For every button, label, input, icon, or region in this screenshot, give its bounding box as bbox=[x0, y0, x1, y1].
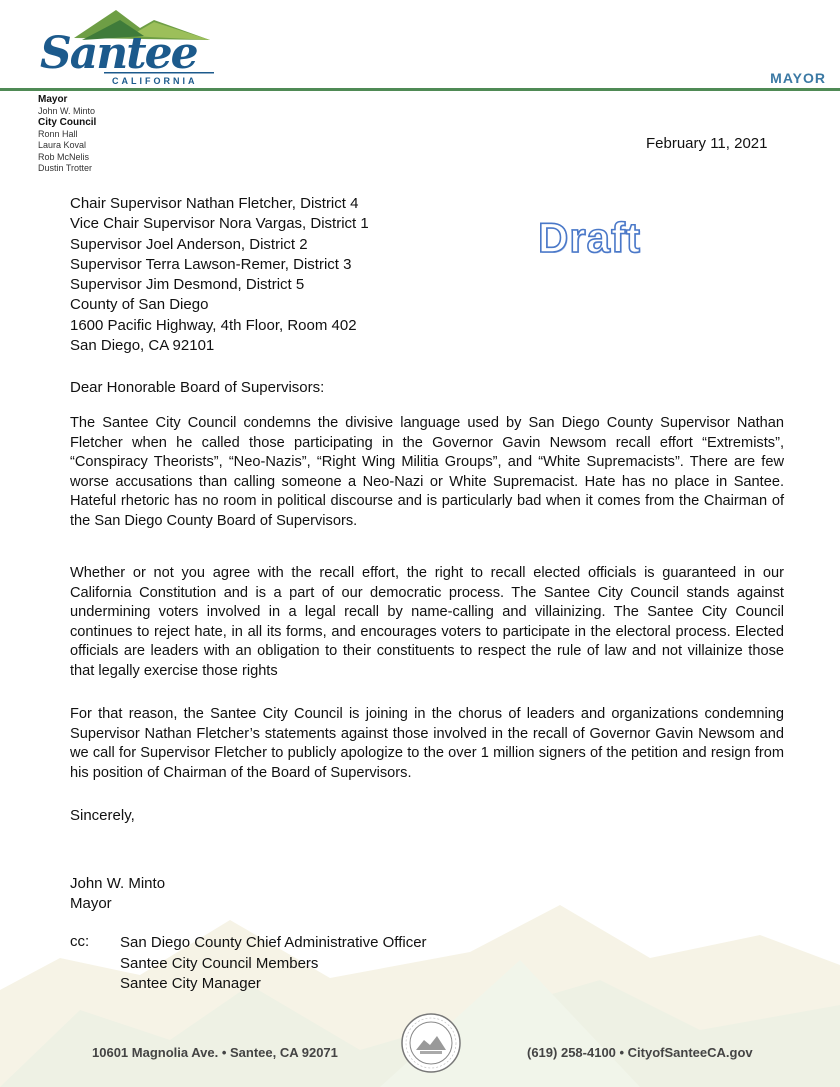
salutation: Dear Honorable Board of Supervisors: bbox=[70, 379, 325, 396]
body-paragraph: Whether or not you agree with the recall effort, the right to recall elected officials is guaranteed in our California Constitution and is a part of our democratic process. The Santee City Council stands against undermining voters involved in a legal recall by name-calling and villainizing. The Santee City Council continues to reject hate, in all its forms, and encourages voters to participate in the electoral process. Elected officials are leaders with an obligation to their constituents to respect the rule of law and not villainize those that legally exercise those rights bbox=[70, 565, 784, 679]
addressee-line: Supervisor Joel Anderson, District 2 bbox=[70, 235, 308, 253]
roster-mayor-heading: Mayor bbox=[38, 94, 68, 105]
closing: Sincerely, bbox=[70, 807, 135, 824]
officials-roster bbox=[38, 94, 96, 175]
santee-logo bbox=[34, 6, 224, 92]
logo-wordmark: Santee bbox=[40, 28, 197, 79]
addressee-line: Supervisor Jim Desmond, District 5 bbox=[70, 276, 305, 294]
addressee-line: Chair Supervisor Nathan Fletcher, District 4 bbox=[70, 195, 359, 212]
cc-recipient: Santee City Manager bbox=[120, 975, 261, 992]
body-paragraph: For that reason, the Santee City Council is joining in the chorus of leaders and organizations condemning Supervisor Nathan Fletcher’s statements against those involved in the recall of Governor Gavin Newsom and we call for Supervisor Fletcher to publicly apologize to the over 1 million signers of the petition and resign from his position of Chairman of the Board of Supervisors. bbox=[70, 706, 784, 781]
cc-list bbox=[120, 933, 427, 995]
signer-title: Mayor bbox=[70, 895, 112, 912]
addressee-line: Vice Chair Supervisor Nora Vargas, District 1 bbox=[70, 215, 369, 233]
cc-label: cc: bbox=[70, 933, 90, 950]
addressee-line: County of San Diego bbox=[70, 296, 209, 314]
roster-council-heading: City Council bbox=[38, 117, 97, 128]
addressee-line: San Diego, CA 92101 bbox=[70, 337, 215, 355]
footer-address: 10601 Magnolia Ave. • Santee, CA 92071 bbox=[92, 1045, 338, 1060]
logo-state: CALIFORNIA bbox=[112, 76, 198, 86]
body-paragraph: The Santee City Council condemns the divisive language used by San Diego County Supervisor Nathan Fletcher when he called those participating in the Governor Gavin Newsom recall effort “Extremists”, “Conspiracy Theorists”, “Neo-Nazis”, “Right Wing Militia Groups”, and “White Supremacists”. There are few worse accusations than calling someone a Neo-Nazi or White Supremacist. Hate has no place in Santee. Hateful rhetoric has no room in political discourse and is particularly bad when it comes from the Chairman of the San Diego County Board of Supervisors. bbox=[70, 415, 784, 529]
addressee-line: 1600 Pacific Highway, 4th Floor, Room 402 bbox=[70, 316, 357, 334]
roster-member: Rob McNelis bbox=[38, 151, 90, 162]
addressee-line: Supervisor Terra Lawson-Remer, District 3 bbox=[70, 255, 352, 273]
roster-member: Laura Koval bbox=[38, 140, 87, 150]
roster-mayor-name: John W. Minto bbox=[38, 105, 96, 116]
roster-member: Dustin Trotter bbox=[38, 163, 93, 173]
office-title: MAYOR bbox=[770, 70, 826, 86]
cc-recipient: Santee City Council Members bbox=[120, 954, 319, 972]
cc-recipient: San Diego County Chief Administrative Officer bbox=[120, 934, 427, 951]
footer-contact: (619) 258-4100 • CityofSanteeCA.gov bbox=[527, 1045, 753, 1060]
addressee-block bbox=[70, 194, 369, 356]
signature-block bbox=[70, 874, 165, 914]
city-seal-icon bbox=[400, 1012, 462, 1074]
letter-date: February 11, 2021 bbox=[646, 135, 768, 152]
roster-member: Ronn Hall bbox=[38, 128, 78, 139]
signer-name: John W. Minto bbox=[70, 875, 166, 892]
header-divider bbox=[0, 88, 840, 91]
draft-stamp: Draft bbox=[538, 214, 642, 261]
